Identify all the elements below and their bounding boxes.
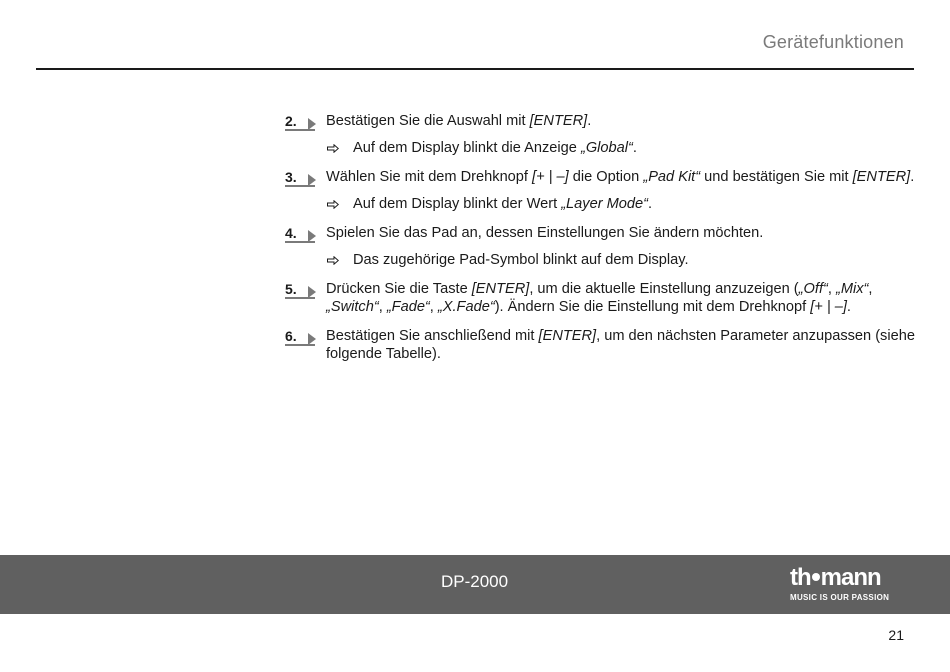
step-number: 3. xyxy=(285,168,315,186)
step-number: 5. xyxy=(285,280,315,298)
logo-slogan: MUSIC IS OUR PASSION xyxy=(790,593,890,602)
step-result: Auf dem Display blinkt der Wert „Layer Mode“. xyxy=(285,195,917,213)
model-name: DP-2000 xyxy=(441,572,509,591)
step-text: Wählen Sie mit dem Drehknopf [+ | –] die Option „Pad Kit“ und bestätigen Sie mit [ENTER]. xyxy=(326,169,915,185)
step-text: Bestätigen Sie die Auswahl mit [ENTER]. xyxy=(326,113,592,129)
step-item xyxy=(285,327,917,363)
step-result: Auf dem Display blinkt die Anzeige „Global“. xyxy=(285,139,917,157)
result-arrow-icon xyxy=(327,144,339,153)
instruction-steps xyxy=(285,112,917,363)
step-text: Drücken Sie die Taste [ENTER], um die aktuelle Einstellung anzuzeigen („Off“, „Mix“, „Switch“, „Fade“, „X.Fade“). Ändern Sie die Einstellung mit dem Drehknopf [+ | –]. xyxy=(326,281,873,315)
step-text: Bestätigen Sie anschließend mit [ENTER], um den nächsten Parameter anzupassen (siehe folgende Tabelle). xyxy=(326,328,915,362)
step-text: Spielen Sie das Pad an, dessen Einstellungen Sie ändern möchten. xyxy=(326,225,764,241)
step-item xyxy=(285,112,917,130)
page-number: 21 xyxy=(888,627,904,643)
step-arrow-icon xyxy=(307,230,317,242)
step-number: 2. xyxy=(285,112,315,130)
section-title: Gerätefunktionen xyxy=(762,32,904,52)
step-arrow-icon xyxy=(307,333,317,345)
step-number: 6. xyxy=(285,327,315,345)
step-number: 4. xyxy=(285,224,315,242)
step-item xyxy=(285,280,917,316)
step-arrow-icon xyxy=(307,286,317,298)
header-rule xyxy=(36,68,914,70)
step-arrow-icon xyxy=(307,118,317,130)
step-item xyxy=(285,168,917,186)
result-arrow-icon xyxy=(327,200,339,209)
result-arrow-icon xyxy=(327,256,339,265)
step-arrow-icon xyxy=(307,174,317,186)
step-item xyxy=(285,224,917,242)
step-result: Das zugehörige Pad-Symbol blinkt auf dem Display. xyxy=(285,251,917,269)
thomann-logo: th mann MUSIC IS OUR PASSION xyxy=(790,566,910,606)
